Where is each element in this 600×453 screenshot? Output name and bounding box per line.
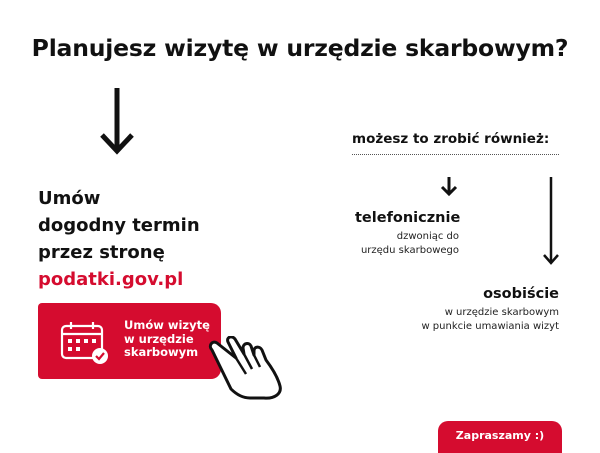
in-person-line-2: w punkcie umawiania wizyt xyxy=(421,321,559,332)
in-person-option-title: osobiście xyxy=(483,286,559,302)
arrow-down-long-icon xyxy=(541,177,561,267)
instruction-line-1: Umów xyxy=(38,188,101,209)
book-visit-button[interactable] xyxy=(38,303,221,379)
invite-button[interactable]: Zapraszamy :) xyxy=(438,421,562,453)
alternatives-heading: możesz to zrobić również: xyxy=(352,131,550,147)
podatki-link[interactable]: podatki.gov.pl xyxy=(38,269,184,290)
cta-line-2: w urzędzie xyxy=(124,331,194,346)
phone-line-2: urzędu skarbowego xyxy=(360,245,459,256)
arrow-down-icon xyxy=(100,88,134,156)
calendar-check-icon xyxy=(60,320,110,366)
cta-line-3: skarbowym xyxy=(124,345,199,359)
instruction-line-3: przez stronę xyxy=(38,242,165,263)
pointing-hand-icon xyxy=(206,336,290,400)
cta-line-1: Umów wizytę xyxy=(124,318,210,332)
phone-line-1: dzwoniąc do xyxy=(396,231,459,242)
in-person-line-1: w urzędzie skarbowym xyxy=(444,307,559,318)
phone-option-title: telefonicznie xyxy=(355,210,461,226)
phone-option-description xyxy=(340,230,459,258)
in-person-option-description xyxy=(390,306,559,334)
instruction-line-2: dogodny termin xyxy=(38,215,200,236)
arrow-down-small-icon xyxy=(440,177,458,197)
page-title: Planujesz wizytę w urzędzie skarbowym? xyxy=(31,34,569,62)
dotted-divider xyxy=(352,154,559,155)
booking-instructions xyxy=(38,185,200,293)
book-visit-label xyxy=(124,319,210,360)
